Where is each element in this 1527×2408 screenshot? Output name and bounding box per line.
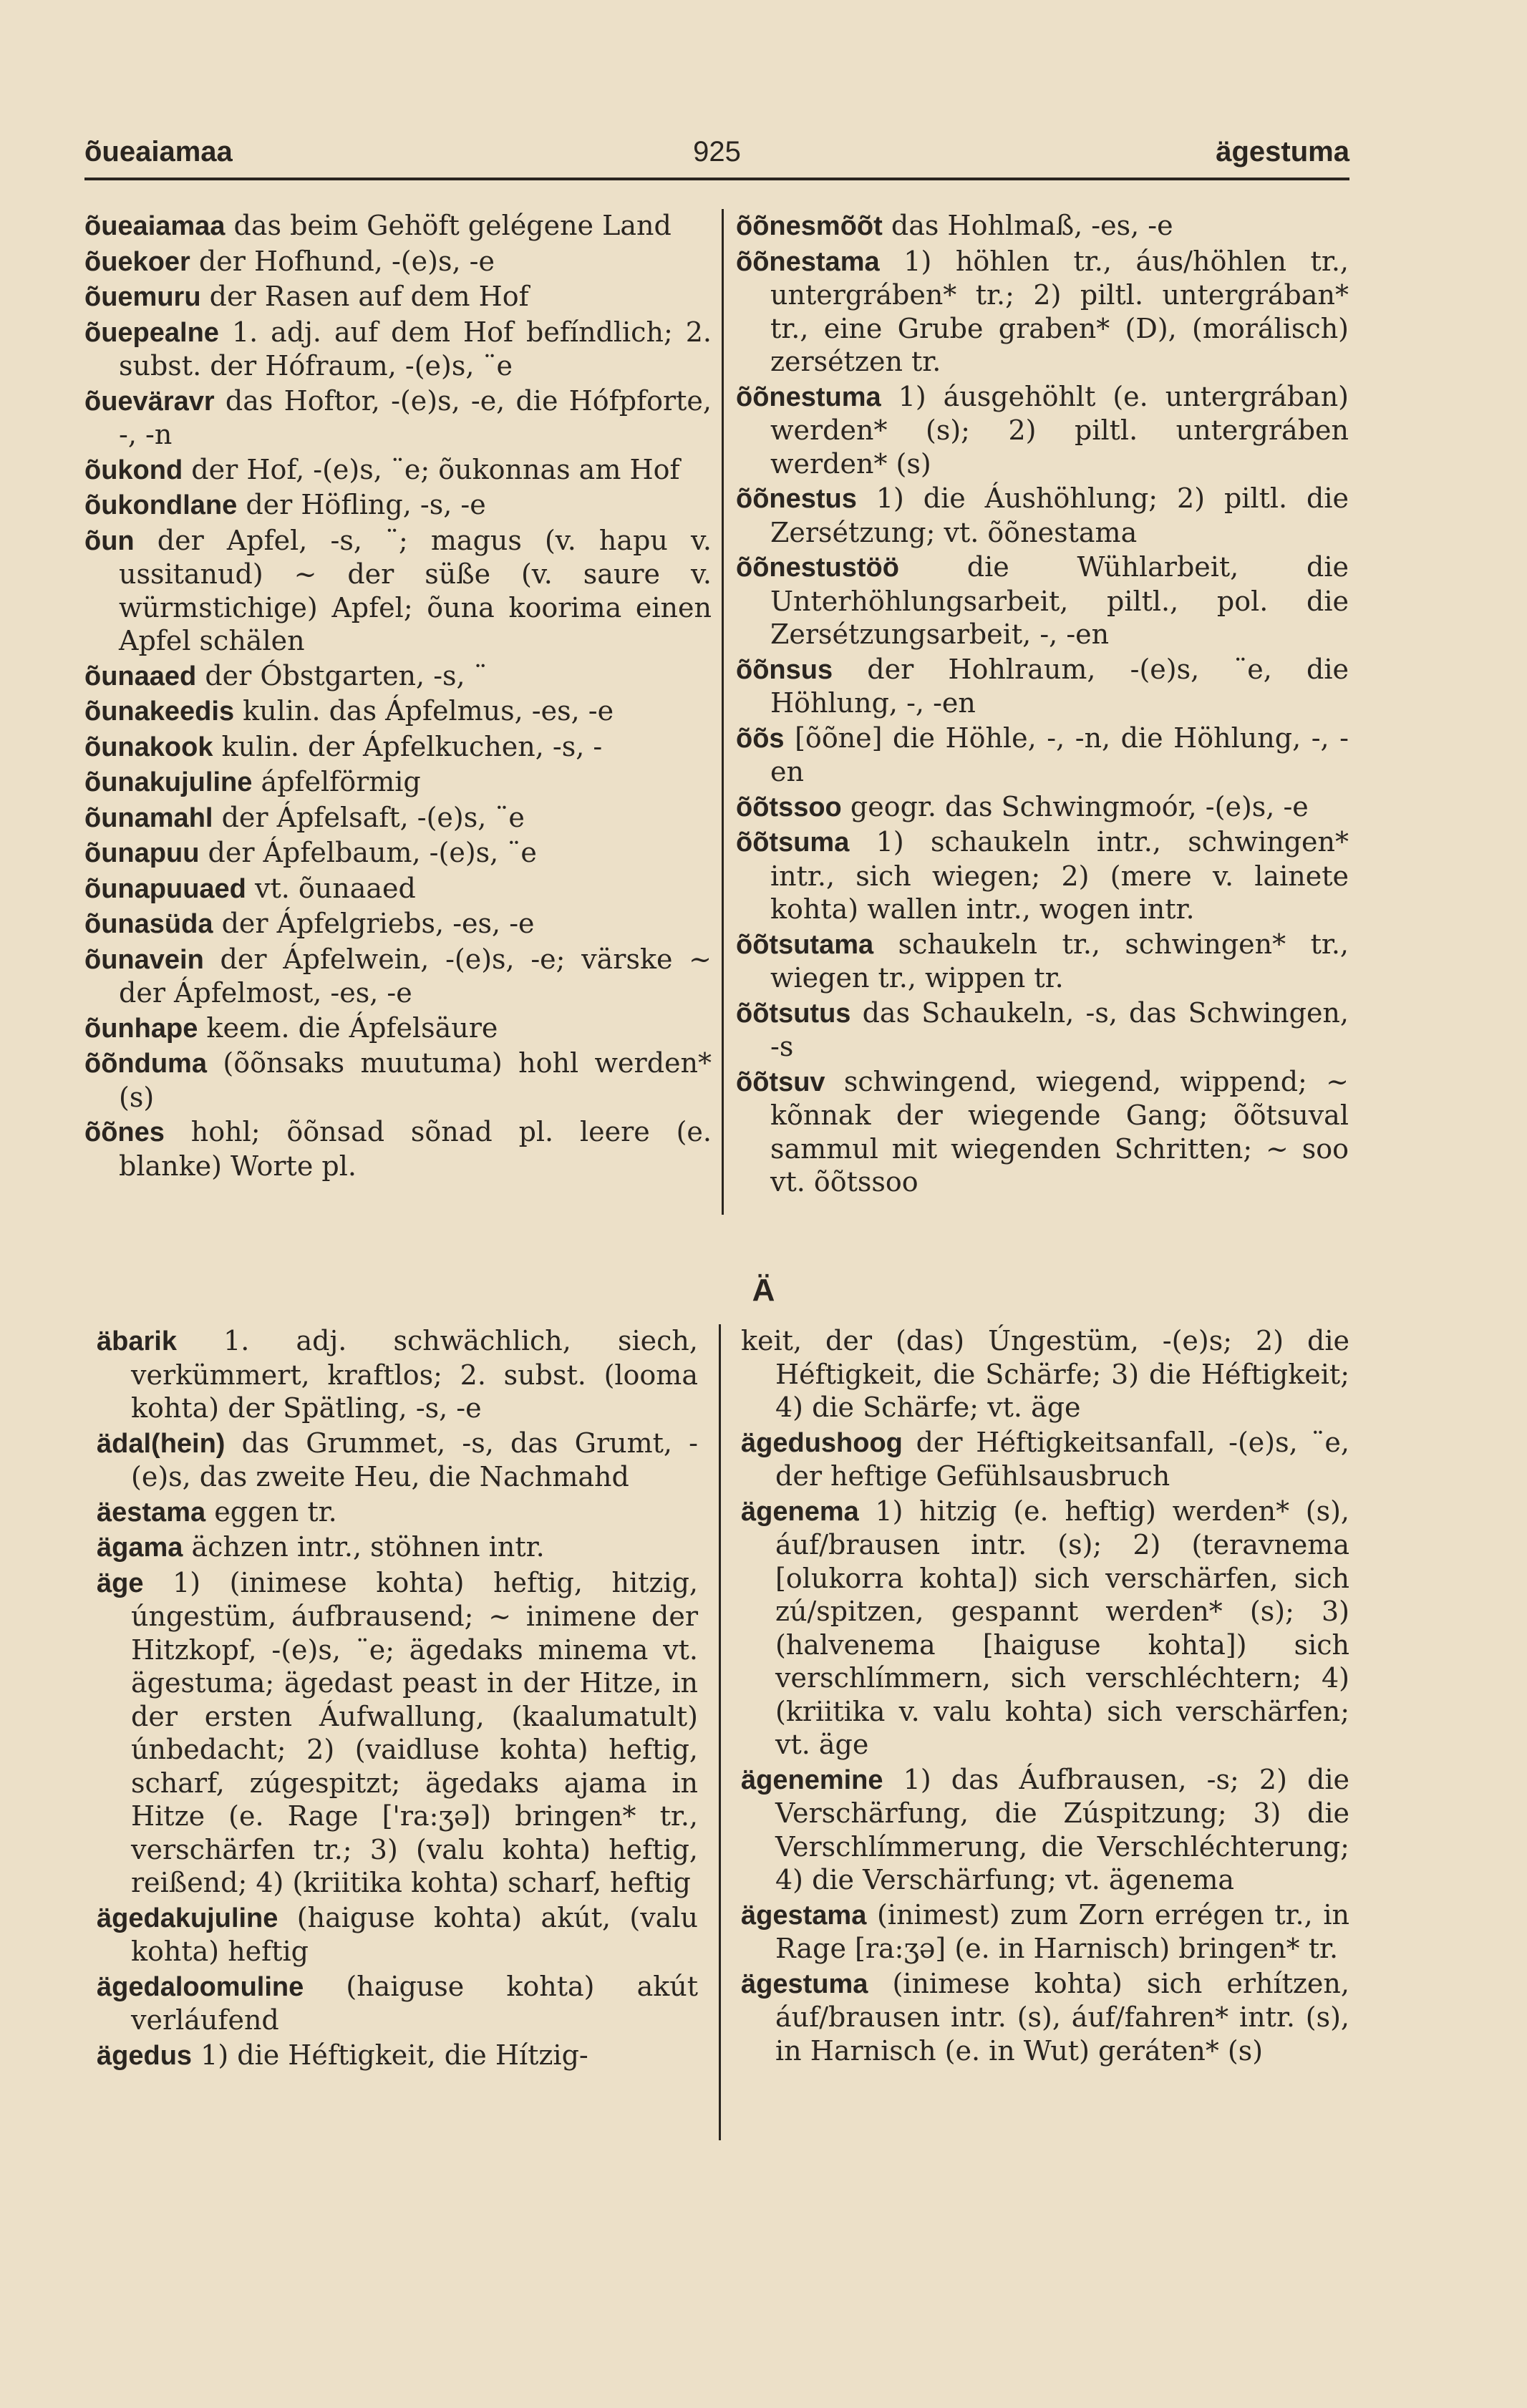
page-header <box>84 129 1349 179</box>
dictionary-entry <box>84 907 712 941</box>
dictionary-entry <box>741 1967 1349 2068</box>
entry-definition: der Hohlraum, -(e)s, ¨e, die Höhlung, -, -en <box>770 653 1349 719</box>
entry-headword: õukond <box>84 455 183 485</box>
entry-definition: das Grummet, -s, das Grumt, -(e)s, das zweite Heu, die Nachmahd <box>131 1427 698 1492</box>
entry-definition: der Höfling, -s, -e <box>246 489 486 520</box>
entry-definition: kulin. das Ápfelmus, -es, -e <box>243 695 614 727</box>
entry-definition: der Ápfelwein, -(e)s, -e; värske ~ der Ápfelmost, -es, -e <box>119 943 712 1009</box>
entry-headword: õunasüda <box>84 909 213 939</box>
dictionary-entry <box>84 730 712 764</box>
entry-definition: keem. die Ápfelsäure <box>206 1011 498 1044</box>
entry-headword: õõnestustöö <box>736 553 899 583</box>
entry-headword: õõnes <box>84 1117 165 1147</box>
dictionary-entry <box>741 1898 1349 1966</box>
dictionary-entry <box>736 380 1349 481</box>
dictionary-entry <box>84 872 712 906</box>
entry-definition: das beim Gehöft gelégene Land <box>233 210 672 241</box>
entry-definition: hohl; õõnsad sõnad pl. leere (e. blanke) Worte pl. <box>119 1116 712 1182</box>
entry-definition: ächzen intr., stöhnen intr. <box>191 1531 545 1563</box>
dictionary-entry <box>84 316 712 383</box>
dictionary-entry <box>736 790 1349 825</box>
dictionary-entry <box>97 1901 698 1968</box>
entry-definition: 1) das Áufbrausen, -s; 2) die Verschärfung, die Zúspitzung; 3) die Verschlímmerung, die Verschléchterung; 4) die Verschärfung; vt. ägenema <box>775 1763 1349 1895</box>
entry-definition: eggen tr. <box>214 1495 337 1528</box>
entry-headword: õõnduma <box>84 1049 207 1079</box>
entry-headword: õõnsus <box>736 654 833 685</box>
dictionary-entry <box>741 1426 1349 1493</box>
entry-definition: der Ápfelsaft, -(e)s, ¨e <box>221 801 525 833</box>
dictionary-entry <box>97 1324 698 1425</box>
top-right-column <box>736 209 1349 1200</box>
entry-definition: (inimest) zum Zorn errégen tr., in Rage [ra:ʒə] (e. in Harnisch) bringen* tr. <box>775 1898 1349 1964</box>
dictionary-entry <box>84 659 712 694</box>
entry-definition: der Hof, -(e)s, ¨e; õukonnas am Hof <box>191 453 680 485</box>
dictionary-entry <box>84 1047 712 1114</box>
header-rule <box>84 178 1349 180</box>
entry-definition: der Apfel, -s, ¨; magus (v. hapu v. ussitanud) ~ der süße (v. saure v. würmstichige) Apfel; õuna koorima einen Apfel schälen <box>119 524 712 656</box>
entry-definition: 1) die Héftigkeit, die Hítzig- <box>200 2039 588 2071</box>
entry-definition: geogr. das Schwingmoór, -(e)s, -e <box>850 790 1309 822</box>
entry-definition: 1. adj. schwächlich, siech, verkümmert, kraftlos; 2. subst. (looma kohta) der Spätling, -s, -e <box>131 1325 698 1424</box>
dictionary-entry <box>84 384 712 452</box>
entry-definition: ápfelförmig <box>261 766 421 797</box>
entry-headword: õõtsutus <box>736 998 851 1029</box>
entry-definition: (haiguse kohta) akút verláufend <box>131 1970 698 2036</box>
dictionary-entry <box>84 524 712 658</box>
dictionary-entry <box>84 836 712 870</box>
entry-definition: der Óbstgarten, -s, ¨ <box>205 659 488 691</box>
entry-definition: keit, der (das) Úngestüm, -(e)s; 2) die Héftigkeit, die Schärfe; 3) die Héftigkeit; 4) die Schärfe; vt. äge <box>741 1325 1349 1423</box>
dictionary-entry <box>736 825 1349 926</box>
entry-headword: äge <box>97 1568 144 1598</box>
dictionary-entry <box>736 550 1349 651</box>
entry-headword: õukondlane <box>84 490 238 520</box>
entry-definition: das Hoftor, -(e)s, -e, die Hófpforte, -, -n <box>119 384 712 450</box>
entry-headword: äbarik <box>97 1326 177 1356</box>
entry-definition: [õõne] die Höhle, -, -n, die Höhlung, -, -en <box>770 722 1349 787</box>
entry-headword: õueväravr <box>84 386 215 417</box>
entry-headword: õunakook <box>84 732 213 762</box>
entry-headword: õunamahl <box>84 802 213 833</box>
page-number: 925 <box>693 136 741 168</box>
dictionary-entry <box>84 1115 712 1183</box>
entry-definition: schwingend, wiegend, wippend; ~ kõnnak der wiegende Gang; õõtsuval sammul mit wiegenden Schritten; ~ soo vt. õõtssoo <box>770 1065 1349 1198</box>
entry-headword: õõnesmõõt <box>736 211 883 241</box>
entry-headword: ägedus <box>97 2040 193 2071</box>
dictionary-entry <box>84 209 712 243</box>
dictionary-entry <box>84 488 712 523</box>
entry-headword: õõtsuv <box>736 1067 825 1097</box>
dictionary-entry <box>97 1970 698 2037</box>
entry-definition: 1. adj. auf dem Hof befíndlich; 2. subst. der Hófraum, -(e)s, ¨e <box>119 316 712 382</box>
header-left-guideword: õueaiamaa <box>84 136 233 168</box>
dictionary-entry <box>84 245 712 279</box>
dictionary-entry <box>736 482 1349 549</box>
entry-definition: das Hohlmaß, -es, -e <box>891 210 1173 241</box>
entry-headword: õunakujuline <box>84 767 253 797</box>
entry-headword: ägama <box>97 1533 183 1563</box>
entry-headword: õunhape <box>84 1013 198 1044</box>
dictionary-entry <box>84 943 712 1010</box>
entry-headword: õunakeedis <box>84 696 235 727</box>
entry-headword: äestama <box>97 1497 206 1528</box>
dictionary-entry <box>736 209 1349 243</box>
entry-definition: (inimese kohta) sich erhítzen, áuf/brausen intr. (s), áuf/fahren* intr. (s), in Harnisch (e. in Wut) geráten* (s) <box>775 1967 1349 2067</box>
dictionary-entry <box>736 722 1349 789</box>
entry-definition: (õõnsaks muutuma) hohl werden* (s) <box>119 1047 712 1113</box>
dictionary-entry <box>84 1011 712 1046</box>
entry-definition: die Wühlarbeit, die Unterhöhlungsarbeit, piltl., pol. die Zersétzungsarbeit, -, -en <box>770 551 1349 650</box>
entry-definition: der Rasen auf dem Hof <box>209 281 529 312</box>
dictionary-entry <box>741 1324 1349 1424</box>
entry-headword: õunapuu <box>84 838 200 868</box>
entry-definition: 1) hitzig (e. heftig) werden* (s), áuf/brausen intr. (s); 2) (teravnema [olukorra kohta]) sich verschärfen, sich zú/spitzen, gespannt werden* (s); 3) (halvenema [haiguse kohta]) sich verschlímmern, sich verschléchtern; 4) (kriitika v. valu kohta) sich verschärfen; vt. äge <box>775 1495 1349 1760</box>
entry-headword: ägenemine <box>741 1764 883 1795</box>
entry-headword: ägedushoog <box>741 1427 903 1458</box>
entry-definition: 1) (inimese kohta) heftig, hitzig, úngestüm, áufbrausend; ~ inimene der Hitzkopf, -(e)s, ¨e; ägedaks minema vt. ägestuma; ägedast peast in der Hitze, in der ersten Áufwallung, (kaalumatult) únbedacht; 2) (vaidluse kohta) heftig, scharf, zúgespitzt; ägedaks ajama in Hitze (e. Rage ['ra:ʒə]) bringen* tr., verschärfen tr.; 3) (valu kohta) heftig, reißend; 4) (kriitika kohta) scharf, heftig <box>131 1566 698 1898</box>
dictionary-entry <box>97 1530 698 1565</box>
entry-headword: ädal(hein) <box>97 1428 226 1459</box>
dictionary-entry <box>736 928 1349 995</box>
entry-headword: õõs <box>736 723 785 754</box>
entry-headword: õunapuuaed <box>84 873 246 904</box>
dictionary-entry <box>84 453 712 487</box>
dictionary-entry <box>741 1763 1349 1897</box>
dictionary-entry <box>736 1065 1349 1199</box>
entry-headword: õuemuru <box>84 282 201 312</box>
dictionary-entry <box>736 996 1349 1064</box>
entry-definition: der Ápfelgriebs, -es, -e <box>221 908 535 939</box>
entry-headword: ägedaloomuline <box>97 1971 304 2002</box>
entry-definition: vt. õunaaed <box>254 872 416 904</box>
bottom-right-column <box>741 1324 1349 2069</box>
entry-definition: der Héftigkeitsanfall, -(e)s, ¨e, der heftige Gefühlsausbruch <box>775 1426 1349 1492</box>
bottom-column-divider <box>719 1324 721 2140</box>
entry-headword: õõnestuma <box>736 382 881 412</box>
entry-definition: das Schaukeln, -s, das Schwingen, -s <box>770 996 1349 1062</box>
entry-definition: (haiguse kohta) akút, (valu kohta) heftig <box>131 1901 698 1967</box>
entry-headword: ägenema <box>741 1496 859 1527</box>
dictionary-entry <box>741 1495 1349 1762</box>
entry-definition: kulin. der Ápfelkuchen, -s, - <box>221 730 603 762</box>
entry-headword: õuepealne <box>84 317 219 348</box>
dictionary-entry <box>84 280 712 314</box>
entry-headword: õunaaed <box>84 661 197 691</box>
dictionary-entry <box>97 1427 698 1494</box>
top-left-column <box>84 209 712 1184</box>
entry-headword: õõtssoo <box>736 792 842 822</box>
entry-definition: 1) höhlen tr., áus/höhlen tr., untergráben* tr.; 2) piltl. untergrában* tr., eine Grube graben* (D), (morálisch) zersétzen tr. <box>770 245 1349 377</box>
dictionary-entry <box>736 653 1349 720</box>
entry-definition: schaukeln tr., schwingen* tr., wiegen tr., wippen tr. <box>770 928 1349 994</box>
entry-definition: der Ápfelbaum, -(e)s, ¨e <box>208 837 537 868</box>
section-letter: Ä <box>752 1273 775 1308</box>
entry-headword: ägestuma <box>741 1968 868 1999</box>
entry-definition: 1) áusgehöhlt (e. untergrában) werden* (s); 2) piltl. untergráben werden* (s) <box>770 380 1349 480</box>
top-column-divider <box>722 209 724 1215</box>
entry-headword: ägestama <box>741 1900 867 1931</box>
entry-definition: der Hofhund, -(e)s, -e <box>198 245 495 277</box>
entry-headword: õõnestama <box>736 246 880 277</box>
entry-headword: õõtsutama <box>736 929 874 960</box>
entry-headword: õunavein <box>84 944 204 975</box>
dictionary-entry <box>97 1566 698 1900</box>
dictionary-entry <box>736 245 1349 379</box>
entry-headword: õun <box>84 525 135 556</box>
header-right-guideword: ägestuma <box>1216 136 1349 168</box>
dictionary-entry <box>84 801 712 835</box>
dictionary-entry <box>84 694 712 729</box>
dictionary-entry <box>84 765 712 800</box>
bottom-left-column <box>97 1324 698 2074</box>
entry-headword: õueaiamaa <box>84 211 226 241</box>
entry-definition: 1) schaukeln intr., schwingen* intr., sich wiegen; 2) (mere v. lainete kohta) wallen intr., wogen intr. <box>770 826 1349 925</box>
dictionary-entry <box>97 1495 698 1530</box>
dictionary-entry <box>97 2039 698 2073</box>
entry-definition: 1) die Áushöhlung; 2) piltl. die Zersétzung; vt. õõnestama <box>770 482 1349 548</box>
entry-headword: õõnestus <box>736 484 857 514</box>
entry-headword: õuekoer <box>84 246 190 277</box>
entry-headword: õõtsuma <box>736 827 850 858</box>
entry-headword: ägedakujuline <box>97 1903 278 1933</box>
